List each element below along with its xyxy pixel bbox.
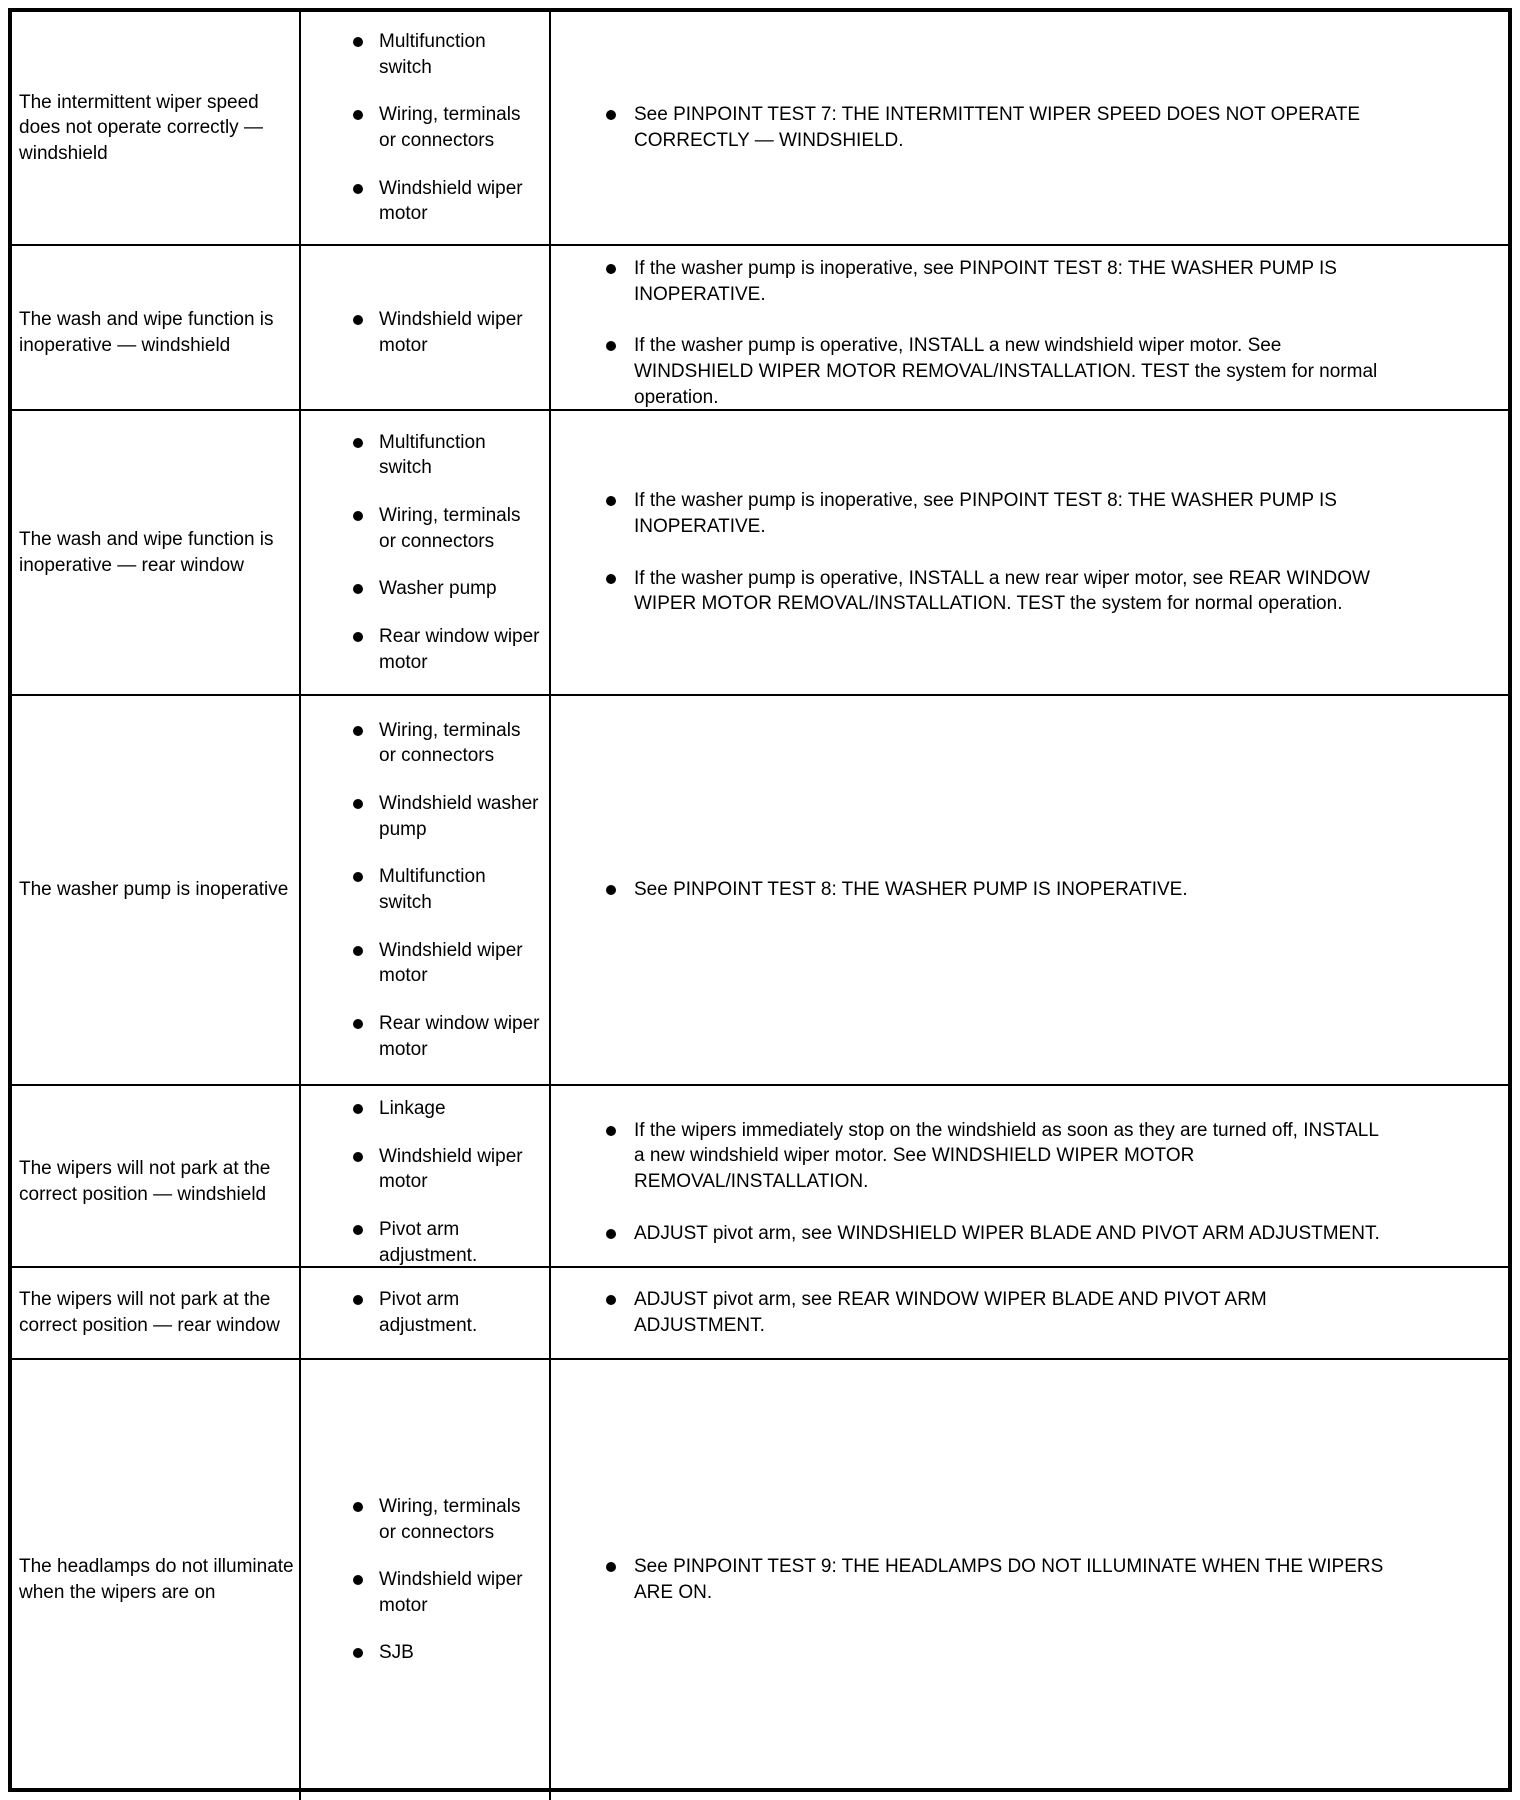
list-item: Windshield wiper motor [351, 1567, 541, 1618]
condition-text: The headlamps do not illuminate when the wipers are on [19, 1556, 294, 1603]
sources-cell [299, 1268, 549, 1358]
list-item: SJB [351, 1640, 541, 1666]
actions-cell [549, 411, 1508, 694]
troubleshooting-table [8, 8, 1512, 1792]
condition-text: The wipers will not park at the correct position — windshield [19, 1158, 271, 1206]
actions-cell [549, 12, 1508, 244]
list-item: Pivot arm adjustment. [351, 1217, 541, 1268]
list-item: Linkage [351, 1096, 541, 1122]
list-item: Wiring, terminals or connectors [351, 503, 541, 554]
actions-cell [549, 696, 1508, 1084]
table-row [12, 1358, 1508, 1800]
actions-list [559, 877, 1188, 903]
condition-cell [12, 1360, 299, 1800]
list-item: Multifunction switch [351, 864, 541, 915]
actions-cell [549, 1360, 1508, 1800]
sources-list [309, 718, 541, 1062]
sources-list [309, 1494, 541, 1666]
condition-cell [12, 246, 299, 420]
list-item: If the washer pump is operative, INSTALL a new windshield wiper motor. See WINDSHIELD WIPER MOTOR REMOVAL/INSTALLATION. TEST the system for normal operation. [604, 333, 1394, 410]
sources-list [309, 430, 541, 675]
actions-list [559, 256, 1394, 410]
list-item: Rear window wiper motor [351, 1011, 541, 1062]
list-item: If the washer pump is inoperative, see PINPOINT TEST 8: THE WASHER PUMP IS INOPERATIVE. [604, 256, 1394, 307]
condition-cell [12, 1086, 299, 1278]
actions-cell [549, 246, 1508, 420]
condition-cell [12, 696, 299, 1084]
list-item: See PINPOINT TEST 7: THE INTERMITTENT WIPER SPEED DOES NOT OPERATE CORRECTLY — WINDSHIELD. [604, 102, 1394, 153]
list-item: Windshield wiper motor [351, 176, 541, 227]
list-item: Wiring, terminals or connectors [351, 1494, 541, 1545]
actions-list [559, 488, 1394, 617]
sources-cell [299, 696, 549, 1084]
condition-text: The wash and wipe function is inoperative — windshield [19, 309, 274, 357]
table-row [12, 1266, 1508, 1358]
sources-list [309, 29, 541, 227]
list-item: If the washer pump is inoperative, see PINPOINT TEST 8: THE WASHER PUMP IS INOPERATIVE. [604, 488, 1394, 539]
actions-cell [549, 1268, 1508, 1358]
list-item: Windshield wiper motor [351, 307, 541, 358]
list-item: If the washer pump is operative, INSTALL a new rear wiper motor, see REAR WINDOW WIPER MOTOR REMOVAL/INSTALLATION. TEST the system for normal operation. [604, 566, 1394, 617]
list-item: Rear window wiper motor [351, 624, 541, 675]
sources-list [309, 307, 541, 358]
list-item: Multifunction switch [351, 430, 541, 481]
list-item: Washer pump [351, 576, 541, 602]
table-row [12, 244, 1508, 409]
list-item: ADJUST pivot arm, see WINDSHIELD WIPER BLADE AND PIVOT ARM ADJUSTMENT. [604, 1221, 1394, 1247]
list-item: Windshield wiper motor [351, 938, 541, 989]
condition-text: The wipers will not park at the correct position — rear window [19, 1289, 280, 1336]
actions-list [559, 1287, 1394, 1338]
table-row [12, 409, 1508, 694]
table-row [12, 1084, 1508, 1266]
sources-list [309, 1096, 541, 1268]
list-item: Pivot arm adjustment. [351, 1287, 541, 1338]
condition-cell [12, 1268, 299, 1358]
list-item: Windshield wiper motor [351, 1144, 541, 1195]
list-item: ADJUST pivot arm, see REAR WINDOW WIPER BLADE AND PIVOT ARM ADJUSTMENT. [604, 1287, 1394, 1338]
condition-cell [12, 12, 299, 244]
list-item: If the wipers immediately stop on the windshield as soon as they are turned off, INSTALL a new windshield wiper motor. See WINDSHIELD WIPER MOTOR REMOVAL/INSTALLATION. [604, 1118, 1394, 1195]
actions-list [559, 1554, 1394, 1605]
table-row [12, 12, 1508, 244]
sources-cell [299, 1086, 549, 1278]
sources-cell [299, 12, 549, 244]
list-item: Wiring, terminals or connectors [351, 102, 541, 153]
sources-cell [299, 1360, 549, 1800]
list-item: See PINPOINT TEST 9: THE HEADLAMPS DO NOT ILLUMINATE WHEN THE WIPERS ARE ON. [604, 1554, 1394, 1605]
sources-list [309, 1287, 541, 1338]
actions-list [559, 102, 1394, 153]
actions-cell [549, 1086, 1508, 1278]
list-item: Multifunction switch [351, 29, 541, 80]
sources-cell [299, 246, 549, 420]
condition-text: The wash and wipe function is inoperative — rear window [19, 528, 274, 576]
list-item: See PINPOINT TEST 8: THE WASHER PUMP IS INOPERATIVE. [604, 877, 1188, 903]
list-item: Windshield washer pump [351, 791, 541, 842]
table-row [12, 694, 1508, 1084]
condition-text: The washer pump is inoperative [19, 879, 289, 901]
actions-list [559, 1118, 1394, 1247]
condition-text: The intermittent wiper speed does not operate correctly — windshield [19, 91, 263, 164]
list-item: Wiring, terminals or connectors [351, 718, 541, 769]
sources-cell [299, 411, 549, 694]
condition-cell [12, 411, 299, 694]
